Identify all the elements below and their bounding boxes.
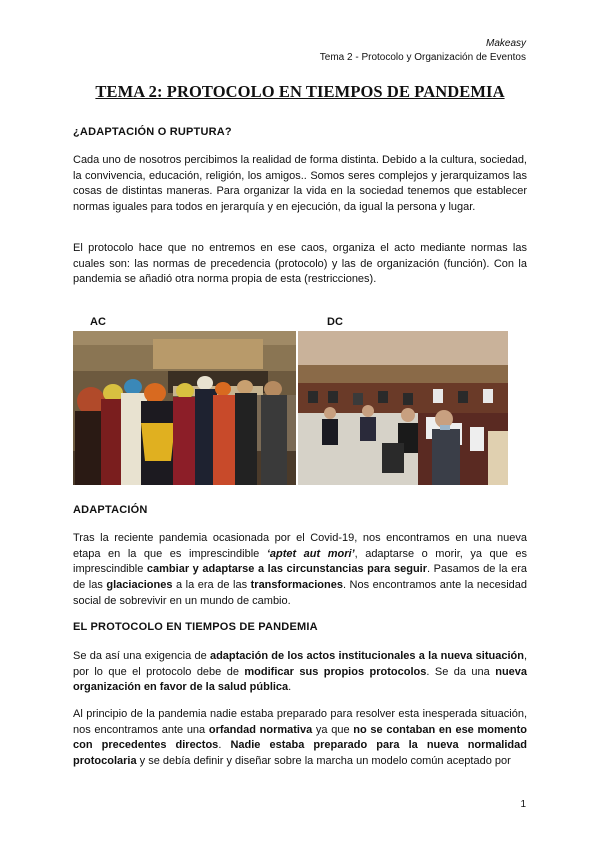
text-span: Se da así una exigencia de (73, 650, 210, 662)
text-bold: adaptación de los actos institucionales a la nueva situación (209, 650, 524, 662)
paragraph-realidad: Cada uno de nosotros percibimos la realidad de forma distinta. Debido a la cultura, sociedad, la convivencia, educación, religión, los amigos.. Somos seres complejos y jerarquizamos las cosas de distintas maneras. Para organizar la vida en la sociedad tenemos que establecer normas iguales para todos en jerarquía y en ejecución, da igual la persona y lugar. (73, 154, 527, 214)
heading-protocolo-pandemia: EL PROTOCOLO EN TIEMPOS DE PANDEMIA (73, 621, 318, 633)
photo-ceremony-after (298, 331, 508, 485)
text-bold: cambiar y adaptarse a las circunstancias para seguir (146, 563, 428, 576)
paragraph-exigencia (73, 649, 527, 696)
text-latin-phrase: ‘aptet aut mori’ (266, 547, 355, 560)
text-span: , por lo que el protocolo debe de (73, 650, 527, 678)
text-bold: transformaciones (250, 579, 343, 592)
text-span: . Nos encontramos ante la necesidad social de sobrevivir en un mundo de cambio. (73, 579, 528, 607)
text-span: y se debía definir y diseñar sobre la marcha un modelo común aceptado por (136, 755, 511, 768)
image-label-dc: DC (327, 316, 343, 328)
text-span: Al principio de la pandemia nadie estaba preparado para resolver esta inesperada situación, nos encontramos ante una (73, 708, 527, 736)
text-span: . Pasamos de la era de las (73, 563, 527, 592)
text-span: . (218, 739, 231, 752)
paragraph-covid (73, 531, 527, 610)
image-label-ac: AC (90, 316, 106, 328)
text-bold: orfandad normativa (208, 723, 313, 736)
text-span: Tras la reciente pandemia ocasionada por el Covid-19, nos encontramos en una nueva etapa en la que es imprescindible (73, 532, 527, 560)
text-span: . (288, 681, 292, 694)
text-bold: glaciaciones (106, 579, 173, 592)
header-subtitle: Tema 2 - Protocolo y Organización de Eventos (319, 52, 526, 63)
heading-adaptacion: ADAPTACIÓN (73, 504, 148, 516)
text-span: ya que (312, 723, 354, 736)
text-span: a la era de las (172, 579, 251, 592)
text-bold: modificar sus propios protocolos (244, 665, 427, 678)
paragraph-orfandad (73, 707, 527, 770)
text-bold: no se contaban en ese momento con precedentes directos (73, 723, 528, 752)
paragraph-protocolo-caos: El protocolo hace que no entremos en ese caos, organiza el acto mediante normas las cuales son: las normas de precedencia (protocolo) y las de organización (función). Con la pandemia se añadió otra norma propia de esta (restricciones). (73, 242, 527, 286)
text-span: . Se da una (426, 665, 496, 678)
page-number: 1 (520, 799, 526, 810)
heading-adaptacion-o-ruptura: ¿ADAPTACIÓN O RUPTURA? (73, 126, 232, 138)
header-brand: Makeasy (485, 38, 526, 49)
photo-ceremony-before (73, 331, 296, 485)
text-span: , adaptarse o morir, ya que es imprescindible (73, 547, 527, 576)
text-bold: nueva organización en favor de la salud pública (73, 665, 528, 694)
page-title: TEMA 2: PROTOCOLO EN TIEMPOS DE PANDEMIA (95, 82, 505, 101)
text-bold: Nadie estaba preparado para la nueva normalidad protocolaria (73, 739, 527, 768)
